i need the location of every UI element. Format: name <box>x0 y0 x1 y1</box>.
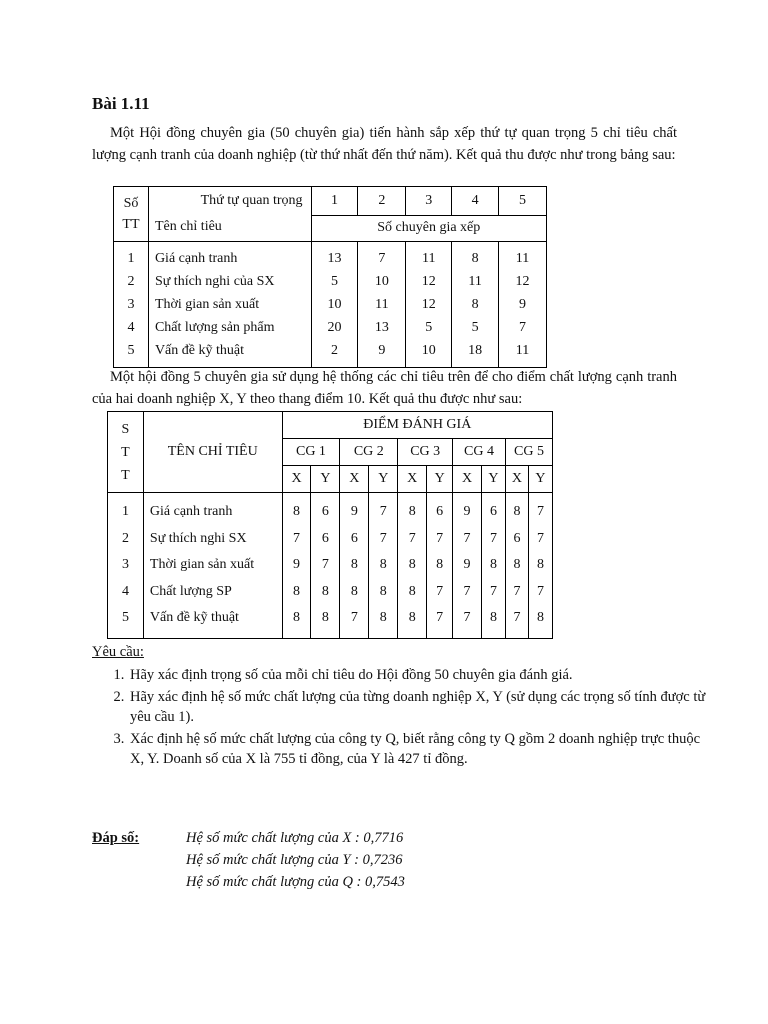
score-cell: 8 <box>321 583 329 599</box>
answer-label: Đáp số: <box>92 830 140 846</box>
expert-header: CG 1 <box>282 439 340 466</box>
score-cell: 7 <box>489 583 497 599</box>
expert-header: CG 5 <box>505 439 552 466</box>
value-cell: 12 <box>421 274 436 289</box>
exercise-title: Bài 1.11 <box>92 94 150 113</box>
stt-5: 5 <box>121 610 129 625</box>
score-column <box>482 493 506 639</box>
score-cell: 7 <box>536 504 544 519</box>
stt-column <box>114 242 149 368</box>
answer-x: Hệ số mức chất lượng của X : 0,7716 <box>186 830 404 846</box>
stt-1: 1 <box>121 504 129 519</box>
stt-column <box>108 493 144 639</box>
criterion-name: Sự thích nghi SX <box>149 530 247 546</box>
value-cell: 5 <box>330 274 338 289</box>
requirements-title: Yêu cầu: <box>92 644 144 660</box>
score-cell: 8 <box>436 557 444 572</box>
rank-3-column <box>406 242 452 368</box>
criterion-name: Giá cạnh tranh <box>154 251 238 266</box>
score-cell: 7 <box>489 530 497 546</box>
stt-letter: T <box>121 444 130 460</box>
requirements-list <box>92 665 712 771</box>
requirement-item: 1. Hãy xác định trọng số của mỗi chỉ tiêu do Hội đồng 50 chuyên gia đánh giá. <box>128 665 712 685</box>
answer-q: Hệ số mức chất lượng của Q : 0,7543 <box>186 874 405 890</box>
expert-header: CG 4 <box>453 439 506 466</box>
value-cell: 9 <box>519 297 527 312</box>
value-cell: 8 <box>471 251 479 266</box>
name-label: Tên chỉ tiêu <box>154 219 222 234</box>
score-column <box>369 493 398 639</box>
score-cell: 6 <box>321 504 329 519</box>
stt-2: 2 <box>127 274 135 289</box>
stt-1: 1 <box>127 251 135 266</box>
requirement-item: 2. Hãy xác định hệ số mức chất lượng của từng doanh nghiệp X, Y (sử dụng các trọng số tính được từ yêu cầu 1). <box>128 687 712 727</box>
header-diagonal-cell <box>148 187 311 242</box>
value-cell: 11 <box>421 251 436 266</box>
value-cell: 11 <box>375 297 389 312</box>
score-column <box>282 493 311 639</box>
value-cell: 10 <box>374 274 389 289</box>
score-cell: 9 <box>463 557 471 572</box>
score-column <box>427 493 453 639</box>
y-header: Y <box>528 466 552 493</box>
score-cell: 9 <box>463 504 471 519</box>
value-cell: 11 <box>515 251 530 266</box>
stt-2: 2 <box>121 530 129 546</box>
score-cell: 8 <box>379 557 387 572</box>
score-cell: 8 <box>513 504 521 519</box>
y-header: Y <box>311 466 340 493</box>
score-cell: 6 <box>350 530 358 546</box>
scoring-table <box>107 411 553 639</box>
criterion-name: Vấn đề kỹ thuật <box>149 610 239 625</box>
score-cell: 7 <box>463 583 471 599</box>
score-cell: 8 <box>379 610 387 625</box>
score-cell: 7 <box>379 530 387 546</box>
expert-header: CG 2 <box>340 439 398 466</box>
value-cell: 13 <box>374 320 389 335</box>
score-cell: 8 <box>293 504 300 519</box>
score-cell: 8 <box>408 610 416 625</box>
criterion-name: Chất lượng SP <box>149 583 232 599</box>
x-header: X <box>453 466 482 493</box>
rank-1: 1 <box>311 187 358 216</box>
score-cell: 7 <box>408 530 416 546</box>
score-cell: 7 <box>293 530 300 546</box>
score-cell: 7 <box>463 530 471 546</box>
score-cell: 8 <box>489 557 497 572</box>
score-cell: 7 <box>463 610 471 625</box>
score-cell: 6 <box>513 530 521 546</box>
y-header: Y <box>369 466 398 493</box>
score-cell: 6 <box>321 530 329 546</box>
rank-2: 2 <box>358 187 406 216</box>
rank-2-column <box>358 242 406 368</box>
stt-4: 4 <box>121 583 129 599</box>
score-cell: 7 <box>379 504 387 519</box>
score-header: ĐIỂM ĐÁNH GIÁ <box>282 412 552 439</box>
stt-3: 3 <box>121 557 129 572</box>
rank-4: 4 <box>452 187 499 216</box>
expert-header: CG 3 <box>398 439 453 466</box>
value-cell: 11 <box>515 343 530 358</box>
y-header: Y <box>427 466 453 493</box>
score-cell: 9 <box>293 557 300 572</box>
score-cell: 8 <box>513 557 521 572</box>
rank-1-column <box>311 242 358 368</box>
second-paragraph <box>92 366 677 410</box>
value-cell: 12 <box>515 274 530 289</box>
value-cell: 9 <box>378 343 386 358</box>
rank-5: 5 <box>499 187 547 216</box>
requirement-item: 3. Xác định hệ số mức chất lượng của công ty Q, biết rằng công ty Q gồm 2 doanh nghiệp trực thuộc X, Y. Doanh số của X là 755 tỉ đồng, của Y là 427 tỉ đồng. <box>128 729 712 769</box>
value-cell: 5 <box>471 320 479 335</box>
value-cell: 5 <box>425 320 433 335</box>
x-header: X <box>398 466 427 493</box>
score-cell: 7 <box>436 583 444 599</box>
stt-letter: S <box>121 421 130 437</box>
value-cell: 11 <box>468 274 482 289</box>
criterion-name: Vấn đề kỹ thuật <box>154 343 244 358</box>
criteria-column <box>143 493 282 639</box>
criteria-column <box>148 242 311 368</box>
criterion-name: Thời gian sản xuất <box>154 297 260 312</box>
stt-header: Số TT <box>114 187 149 242</box>
value-cell: 7 <box>378 251 386 266</box>
score-cell: 6 <box>489 504 497 519</box>
score-cell: 7 <box>536 583 544 599</box>
value-cell: 20 <box>327 320 342 335</box>
experts-label: Số chuyên gia xếp <box>311 215 546 241</box>
score-cell: 9 <box>350 504 358 519</box>
score-cell: 8 <box>489 610 497 625</box>
score-column <box>311 493 340 639</box>
order-label: Thứ tự quan trọng <box>200 193 303 208</box>
value-cell: 10 <box>327 297 342 312</box>
y-header: Y <box>482 466 506 493</box>
ranking-table <box>113 186 547 368</box>
score-column <box>453 493 482 639</box>
value-cell: 18 <box>468 343 483 358</box>
criterion-name: Thời gian sản xuất <box>149 557 255 572</box>
score-column <box>340 493 369 639</box>
score-cell: 7 <box>513 583 521 599</box>
value-cell: 2 <box>330 343 338 358</box>
score-cell: 8 <box>408 557 416 572</box>
value-cell: 12 <box>421 297 436 312</box>
score-cell: 8 <box>408 583 416 599</box>
second-text: Một hội đồng 5 chuyên gia sử dụng hệ thống các chỉ tiêu trên để cho điểm chất lượng cạnh tranh của hai doanh nghiệp X, Y theo thang điểm 10. Kết quả thu được như sau: <box>92 369 677 407</box>
score-cell: 8 <box>536 557 544 572</box>
x-header: X <box>340 466 369 493</box>
score-cell: 8 <box>350 583 358 599</box>
score-cell: 6 <box>436 504 444 519</box>
stt-5: 5 <box>127 343 135 358</box>
score-cell: 7 <box>436 610 444 625</box>
value-cell: 7 <box>519 320 527 335</box>
stt-4: 4 <box>127 320 135 335</box>
value-cell: 10 <box>421 343 436 358</box>
value-cell: 13 <box>327 251 342 266</box>
score-cell: 8 <box>408 504 416 519</box>
value-cell: 8 <box>471 297 479 312</box>
score-column <box>505 493 528 639</box>
stt-letter: T <box>121 467 130 483</box>
score-column <box>528 493 552 639</box>
score-cell: 7 <box>513 610 521 625</box>
rank-4-column <box>452 242 499 368</box>
score-cell: 8 <box>293 583 300 599</box>
stt-header <box>108 412 144 493</box>
answer-y: Hệ số mức chất lượng của Y : 0,7236 <box>186 852 403 868</box>
score-cell: 7 <box>350 610 358 625</box>
criterion-name: Chất lượng sản phẩm <box>154 320 275 335</box>
score-cell: 8 <box>293 610 300 625</box>
score-cell: 7 <box>436 530 444 546</box>
criterion-name: Sự thích nghi của SX <box>154 274 275 289</box>
stt-3: 3 <box>127 297 135 312</box>
score-cell: 8 <box>536 610 544 625</box>
intro-paragraph <box>92 122 677 166</box>
x-header: X <box>282 466 311 493</box>
x-header: X <box>505 466 528 493</box>
intro-text: Một Hội đồng chuyên gia (50 chuyên gia) tiến hành sắp xếp thứ tự quan trọng 5 chỉ tiêu chất lượng cạnh tranh của doanh nghiệp (từ thứ nhất đến thứ năm). Kết quả thu được như trong bảng sau: <box>92 125 677 163</box>
name-header: TÊN CHỈ TIÊU <box>143 412 282 493</box>
score-cell: 7 <box>536 530 544 546</box>
rank-5-column <box>499 242 547 368</box>
score-column <box>398 493 427 639</box>
score-cell: 7 <box>321 557 329 572</box>
rank-3: 3 <box>406 187 452 216</box>
score-cell: 8 <box>379 583 387 599</box>
score-cell: 8 <box>321 610 329 625</box>
score-cell: 8 <box>350 557 358 572</box>
criterion-name: Giá cạnh tranh <box>149 504 233 519</box>
